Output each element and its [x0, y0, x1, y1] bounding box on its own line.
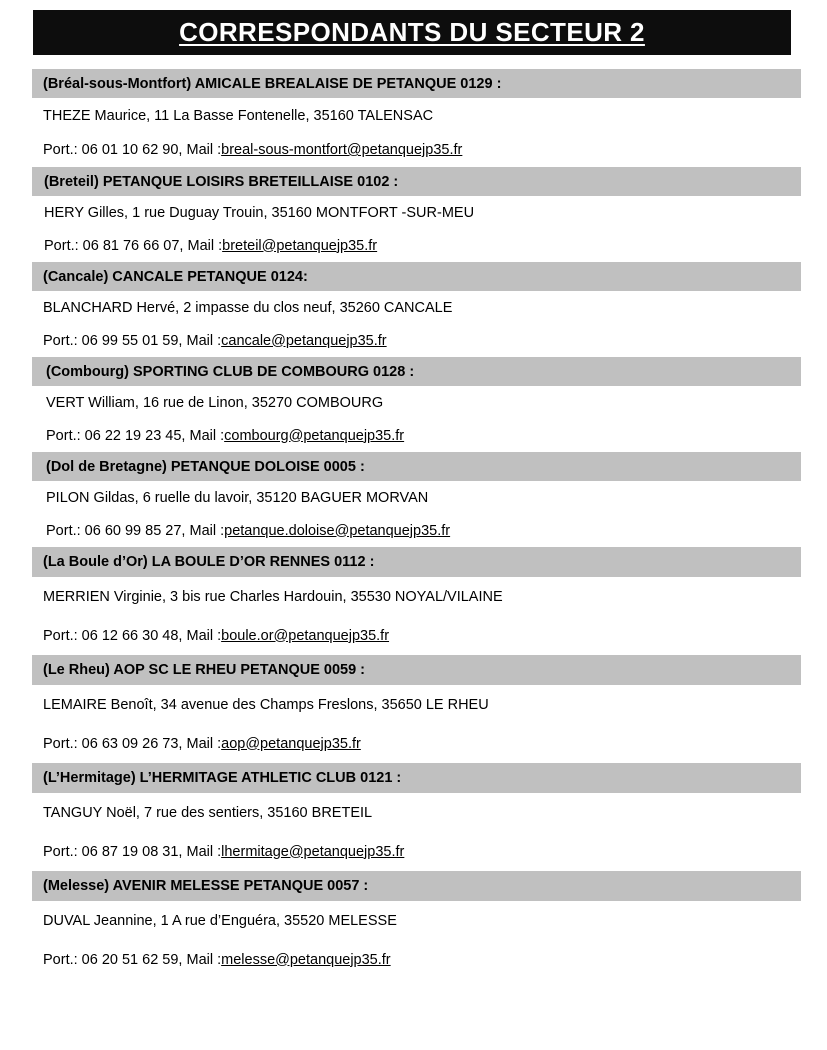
club-phone: Port.: 06 01 10 62 90, Mail :	[43, 142, 222, 158]
club-contact-address: TANGUY Noël, 7 rue des sentiers, 35160 BRETEIL	[43, 804, 373, 821]
club-phone-mail-line	[0, 133, 827, 167]
club-contact-address: HERY Gilles, 1 rue Duguay Trouin, 35160 MONTFORT -SUR-MEU	[44, 204, 475, 221]
club-entry	[0, 357, 827, 452]
club-email-link[interactable]: aop@petanquejp35.fr	[221, 735, 361, 752]
club-entry	[0, 262, 827, 357]
club-phone-mail-line	[0, 832, 827, 871]
club-entry	[0, 69, 827, 167]
club-phone-mail-line	[0, 229, 827, 262]
club-phone: Port.: 06 22 19 23 45, Mail :	[46, 427, 225, 444]
club-list	[0, 69, 827, 979]
club-header-band	[32, 871, 801, 901]
club-phone: Port.: 06 12 66 30 48, Mail :	[43, 627, 222, 644]
club-email-link[interactable]: combourg@petanquejp35.fr	[224, 427, 405, 444]
club-contact-address: BLANCHARD Hervé, 2 impasse du clos neuf, 35260 CANCALE	[43, 299, 453, 316]
club-contact-address: LEMAIRE Benoît, 34 avenue des Champs Freslons, 35650 LE RHEU	[43, 696, 489, 713]
club-phone: Port.: 06 81 76 66 07, Mail :	[44, 237, 223, 254]
club-contact-address: VERT William, 16 rue de Linon, 35270 COMBOURG	[46, 394, 384, 411]
club-entry	[0, 871, 827, 979]
club-entry	[0, 452, 827, 547]
club-name: (Bréal-sous-Montfort) AMICALE BREALAISE DE PETANQUE 0129 :	[43, 75, 502, 92]
club-name: (L’Hermitage) L’HERMITAGE ATHLETIC CLUB 0121 :	[43, 770, 402, 786]
page-title: CORRESPONDANTS DU SECTEUR 2	[179, 17, 645, 47]
club-entry	[0, 547, 827, 655]
club-name: (Combourg) SPORTING CLUB DE COMBOURG 0128 :	[46, 363, 415, 380]
club-phone-mail-line	[0, 419, 827, 452]
club-phone-mail-line	[0, 724, 827, 763]
club-email-link[interactable]: petanque.doloise@petanquejp35.fr	[224, 522, 451, 539]
club-name: (Breteil) PETANQUE LOISIRS BRETEILLAISE 0102 :	[44, 173, 399, 190]
club-phone: Port.: 06 20 51 62 59, Mail :	[43, 951, 222, 968]
club-header-band	[32, 69, 801, 98]
club-entry	[0, 167, 827, 262]
club-header-band	[32, 262, 801, 291]
club-email-link[interactable]: cancale@petanquejp35.fr	[221, 332, 387, 349]
club-name: (Melesse) AVENIR MELESSE PETANQUE 0057 :	[43, 878, 369, 894]
club-email-link[interactable]: melesse@petanquejp35.fr	[221, 951, 391, 968]
club-entry	[0, 655, 827, 763]
club-email-link[interactable]: breal-sous-montfort@petanquejp35.fr	[221, 142, 463, 158]
club-phone: Port.: 06 63 09 26 73, Mail :	[43, 735, 222, 752]
club-phone-mail-line	[0, 514, 827, 547]
club-contact-address: DUVAL Jeannine, 1 A rue d’Enguéra, 35520 MELESSE	[43, 912, 397, 929]
club-contact-address: THEZE Maurice, 11 La Basse Fontenelle, 35160 TALENSAC	[43, 107, 434, 124]
club-phone: Port.: 06 87 19 08 31, Mail :	[43, 843, 222, 860]
document-title-banner	[33, 10, 791, 55]
club-header-band	[32, 357, 801, 386]
club-email-link[interactable]: lhermitage@petanquejp35.fr	[221, 843, 405, 860]
club-header-band	[32, 547, 801, 577]
club-phone: Port.: 06 60 99 85 27, Mail :	[46, 522, 225, 539]
club-header-band	[32, 763, 801, 793]
club-header-band	[32, 655, 801, 685]
club-name: (La Boule d’Or) LA BOULE D’OR RENNES 0112 :	[43, 554, 375, 570]
club-email-link[interactable]: boule.or@petanquejp35.fr	[221, 627, 390, 644]
club-contact-address: PILON Gildas, 6 ruelle du lavoir, 35120 BAGUER MORVAN	[46, 489, 429, 506]
club-contact-address: MERRIEN Virginie, 3 bis rue Charles Hardouin, 35530 NOYAL/VILAINE	[43, 588, 503, 605]
club-email-link[interactable]: breteil@petanquejp35.fr	[222, 237, 378, 254]
club-phone: Port.: 06 99 55 01 59, Mail :	[43, 332, 222, 349]
club-phone-mail-line	[0, 940, 827, 979]
club-name: (Cancale) CANCALE PETANQUE 0124:	[43, 268, 308, 285]
club-phone-mail-line	[0, 616, 827, 655]
club-header-band	[32, 452, 801, 481]
club-entry	[0, 763, 827, 871]
club-phone-mail-line	[0, 324, 827, 357]
club-name: (Le Rheu) AOP SC LE RHEU PETANQUE 0059 :	[43, 662, 366, 678]
club-name: (Dol de Bretagne) PETANQUE DOLOISE 0005 :	[46, 458, 365, 475]
club-header-band	[32, 167, 801, 196]
